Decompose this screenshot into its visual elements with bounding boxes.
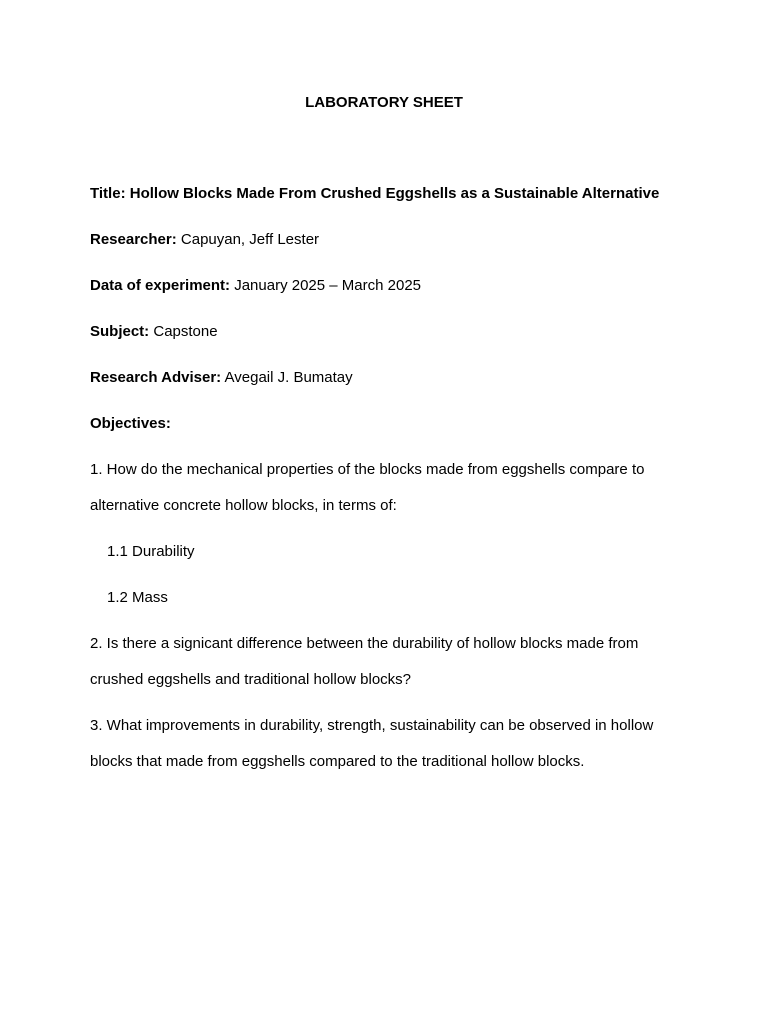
objective-2-line-1: 2. Is there a signicant difference between the durability of hollow blocks made from	[90, 635, 639, 652]
objective-1-sub-2: 1.2 Mass	[107, 589, 168, 606]
objective-2-line-2: crushed eggshells and traditional hollow blocks?	[90, 671, 412, 688]
adviser-label: Research Adviser:	[90, 369, 222, 386]
title-value: Hollow Blocks Made From Crushed Eggshells as a Sustainable Alternative	[129, 185, 660, 202]
researcher-label: Researcher:	[90, 231, 177, 248]
title-line	[90, 184, 690, 204]
subject-label: Subject:	[90, 323, 150, 340]
subject-line	[90, 322, 690, 342]
researcher-line	[90, 230, 690, 250]
date-label: Data of experiment:	[90, 277, 231, 294]
date-line	[90, 276, 690, 296]
adviser-line	[90, 368, 690, 388]
objectives-label: Objectives:	[90, 415, 171, 432]
date-value: January 2025 – March 2025	[234, 277, 422, 294]
objective-1-sub-1: 1.1 Durability	[107, 543, 195, 560]
objective-3-line-2: blocks that made from eggshells compared to the traditional hollow blocks.	[90, 753, 585, 770]
adviser-value: Avegail J. Bumatay	[224, 369, 353, 386]
title-label: Title:	[90, 185, 126, 202]
subject-value: Capstone	[153, 323, 218, 340]
researcher-value: Capuyan, Jeff Lester	[180, 231, 320, 248]
document-heading: LABORATORY SHEET	[305, 94, 463, 111]
objective-1-line-2: alternative concrete hollow blocks, in terms of:	[90, 497, 397, 514]
objective-3-line-1: 3. What improvements in durability, strength, sustainability can be observed in hollow	[90, 717, 654, 734]
objective-1-line-1: 1. How do the mechanical properties of the blocks made from eggshells compare to	[90, 461, 645, 478]
